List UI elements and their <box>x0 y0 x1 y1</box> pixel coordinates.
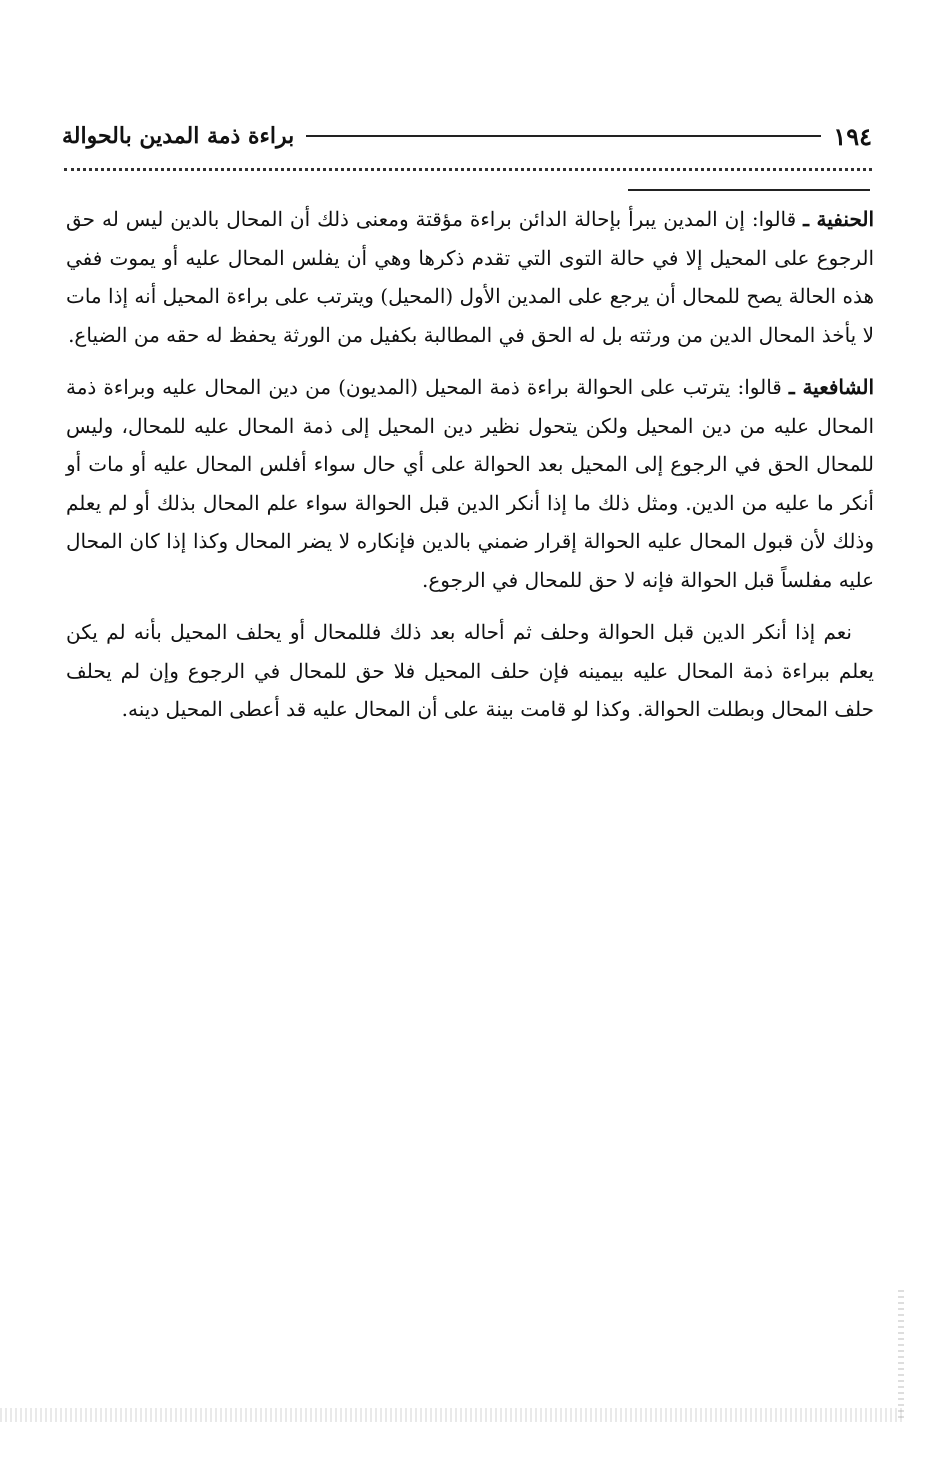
paragraph-note <box>66 613 874 729</box>
paragraph-text: قالوا: يترتب على الحوالة براءة ذمة المحيل (المديون) من دين المحال عليه وبراءة ذمة المحال عليه من دين المحيل ولكن يتحول نظير دين المحيل إلى ذمة المحال عليه للمحال، وليس للمحال الحق في الرجوع إلى المحيل بعد الحوالة على أي حال سواء أفلس المحال عليه أو مات أو أنكر ما عليه من الدين. ومثل ذلك ما إذا أنكر الدين قبل الحوالة سواء علم المحال بذلك أو لم يعلم وذلك لأن قبول المحال عليه الحوالة إقرار ضمني بالدين فإنكاره لا يضر المحال وكذا إذا كان المحال عليه مفلساً قبل الحوالة فإنه لا حق للمحال في الرجوع. <box>66 375 874 592</box>
dotted-separator <box>64 168 872 171</box>
scan-edge-artifact <box>898 1290 904 1420</box>
header-title: براءة ذمة المدين بالحوالة <box>62 123 295 149</box>
body-text <box>66 200 874 743</box>
paragraph-shafii <box>66 368 874 599</box>
running-header <box>62 118 872 154</box>
footnote-rule <box>628 189 870 191</box>
paragraph-lead: الحنفية ـ <box>803 207 875 231</box>
page-number: ١٩٤ <box>833 121 872 151</box>
paragraph-text: قالوا: إن المدين يبرأ بإحالة الدائن براءة مؤقتة ومعنى ذلك أن المحال بالدين ليس له حق الرجوع على المحيل إلا في حالة التوى التي تقدم ذكرها وهي أن يفلس المحال عليه أو يموت ففي هذه الحالة يصح للمحال أن يرجع على المدين الأول (المحيل) ويترتب على براءة المحيل أنه إذا مات لا يأخذ المحال الدين من ورثته بل له الحق في المطالبة بكفيل من الورثة يحفظ له حقه من الضياع. <box>66 207 874 347</box>
paragraph-text: نعم إذا أنكر الدين قبل الحوالة وحلف ثم أحاله بعد ذلك فللمحال أو يحلف المحيل بأنه لم يكن يعلم ببراءة ذمة المحال عليه بيمينه فإن حلف المحيل فلا حق للمحال في الرجوع وإن لم يحلف حلف المحال وبطلت الحوالة. وكذا لو قامت بينة على أن المحال عليه قد أعطى المحيل دينه. <box>66 620 874 721</box>
paragraph-hanafi <box>66 200 874 354</box>
header-rule <box>306 135 821 137</box>
scan-artifact <box>0 1408 904 1422</box>
paragraph-lead: الشافعية ـ <box>788 375 875 399</box>
